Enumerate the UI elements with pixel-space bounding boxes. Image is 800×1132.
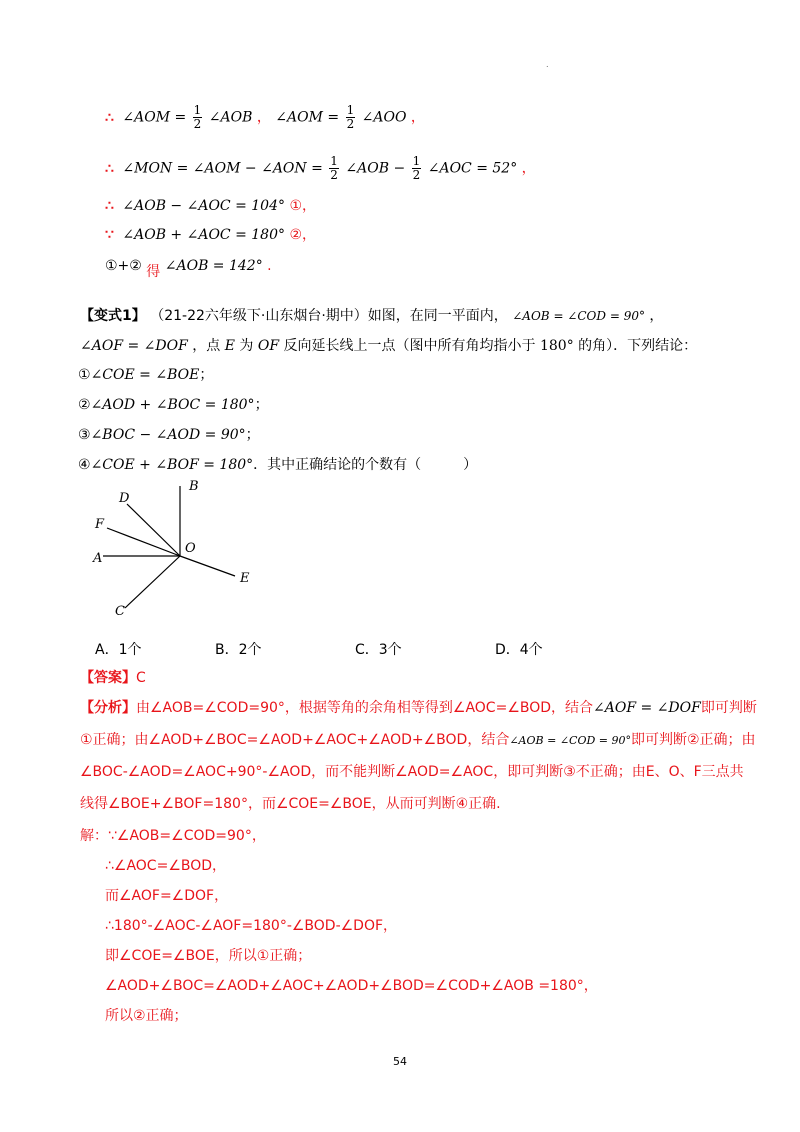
analysis-line-2: ①正确；由∠AOD+∠BOC=∠AOD+∠AOC+∠AOD+∠BOD，结合∠AOB = ∠COD = 90°即可判断②正确；由: [80, 732, 756, 748]
label-C: C: [115, 604, 125, 618]
math-expr: ∠AOM =: [275, 109, 340, 126]
conclusion-3: ③∠BOC − ∠AOD = 90°；: [78, 427, 260, 443]
math-expr: ∠AOM =: [122, 109, 187, 126]
conclusion-2: ②∠AOD + ∠BOC = 180°；: [78, 397, 269, 413]
analysis-tag: 【分析】: [80, 700, 136, 716]
fraction: $\frac{1}{2}$: [193, 103, 202, 131]
problem-tag: 【变式1】: [80, 308, 146, 324]
solution-line-3: 而∠AOF=∠DOF，: [105, 888, 229, 904]
problem-line-1: 【变式1】 （21-22六年级下·山东烟台·期中）如图，在同一平面内， ∠AOB = ∠COD = 90° ，: [80, 308, 664, 324]
step-line-4: ∵ ∠AOB + ∠AOC = 180° ②，: [105, 227, 317, 243]
math-expr: ∠AOB −: [345, 160, 406, 177]
solution-line-7: 所以②正确；: [105, 1008, 188, 1024]
ray-OC: [125, 556, 180, 608]
math-expr: ∠AOB + ∠AOC = 180°: [122, 227, 285, 243]
label-A: A: [93, 551, 103, 566]
analysis-line-4: 线得∠BOE+∠BOF=180°，而∠COE=∠BOE，从而可判断④正确.: [80, 796, 501, 812]
geometry-figure: [85, 478, 275, 618]
therefore-symbol: ∴: [105, 198, 114, 214]
label-E: E: [240, 571, 250, 586]
step-line-2: ∴ ∠MON = ∠AOM − ∠AON = $\frac{1}{2}$ ∠AOB − $\frac{1}{2}$ ∠AOC = 52° ，: [105, 154, 536, 182]
ray-OD: [127, 504, 180, 556]
solution-line-2: ∴∠AOC=∠BOD，: [105, 858, 227, 874]
because-symbol: ∵: [105, 227, 114, 243]
answer-line: [80, 668, 146, 688]
label-D: D: [119, 491, 130, 506]
solution-line-4: ∴180°-∠AOC-∠AOF=180°-∠BOD-∠DOF，: [105, 918, 398, 934]
option-a[interactable]: A．1个: [95, 642, 142, 658]
math-expr: ∠AOB: [208, 109, 253, 126]
therefore-symbol: ∴: [105, 160, 114, 177]
answer-value: C: [136, 670, 146, 686]
ray-OE: [180, 556, 235, 576]
label-O: O: [185, 541, 196, 556]
conclusion-1: ①∠COE = ∠BOE；: [78, 367, 214, 383]
fraction: $\frac{1}{2}$: [346, 103, 355, 131]
option-c[interactable]: C．3个: [355, 642, 402, 658]
solution-line-6: ∠AOD+∠BOC=∠AOD+∠AOC+∠AOD+∠BOD=∠COD+∠AOB =180°，: [105, 978, 598, 994]
math-expr: ∠MON = ∠AOM − ∠AON =: [122, 160, 323, 177]
corner-mark: .: [546, 60, 549, 69]
solution-line-5: 即∠COE=∠BOE，所以①正确；: [105, 948, 312, 964]
math-expr: ∠AOB = 142°: [164, 258, 263, 274]
label-F: F: [95, 517, 105, 532]
math-expr: ①+②: [105, 258, 142, 274]
step-line-3: ∴ ∠AOB − ∠AOC = 104° ①，: [105, 198, 317, 214]
label-B: B: [189, 479, 199, 494]
answer-tag: 【答案】: [80, 670, 136, 686]
step-line-1: ∴ ∠AOM = $\frac{1}{2}$ ∠AOB ， ∠AOM = $\frac{1}{2}$ ∠AOO ，: [105, 103, 425, 131]
step-line-5: ①+② 得 ∠AOB = 142° .: [105, 258, 272, 280]
ray-OF: [107, 528, 180, 556]
analysis-line-3: ∠BOC-∠AOD=∠AOC+90°-∠AOD，而不能判断∠AOD=∠AOC，即可判断③不正确；由E、O、F三点共: [80, 764, 744, 780]
fraction: $\frac{1}{2}$: [330, 154, 338, 182]
analysis-line-1: 【分析】由∠AOB=∠COD=90°，根据等角的余角相等得到∠AOC=∠BOD，结合∠AOF = ∠DOF即可判断: [80, 700, 757, 716]
option-b[interactable]: B．2个: [215, 642, 262, 658]
page-number: 54: [393, 1055, 407, 1068]
math-expr: ∠AOC = 52°: [427, 160, 518, 177]
math-expr: ∠AOO: [361, 109, 407, 126]
problem-line-2: ∠AOF = ∠DOF ，点 E 为 OF 反向延长线上一点（图中所有角均指小于 180° 的角）．下列结论：: [80, 338, 698, 354]
fraction: $\frac{1}{2}$: [412, 154, 421, 182]
math-expr: ∠AOB − ∠AOC = 104°: [122, 198, 285, 214]
therefore-symbol: ∴: [105, 109, 114, 126]
option-d[interactable]: D．4个: [495, 642, 543, 658]
conclusion-4: ④∠COE + ∠BOF = 180°．其中正确结论的个数有（ ）: [78, 457, 478, 473]
solution-line-1: 解：∵∠AOB=∠COD=90°，: [80, 828, 266, 844]
